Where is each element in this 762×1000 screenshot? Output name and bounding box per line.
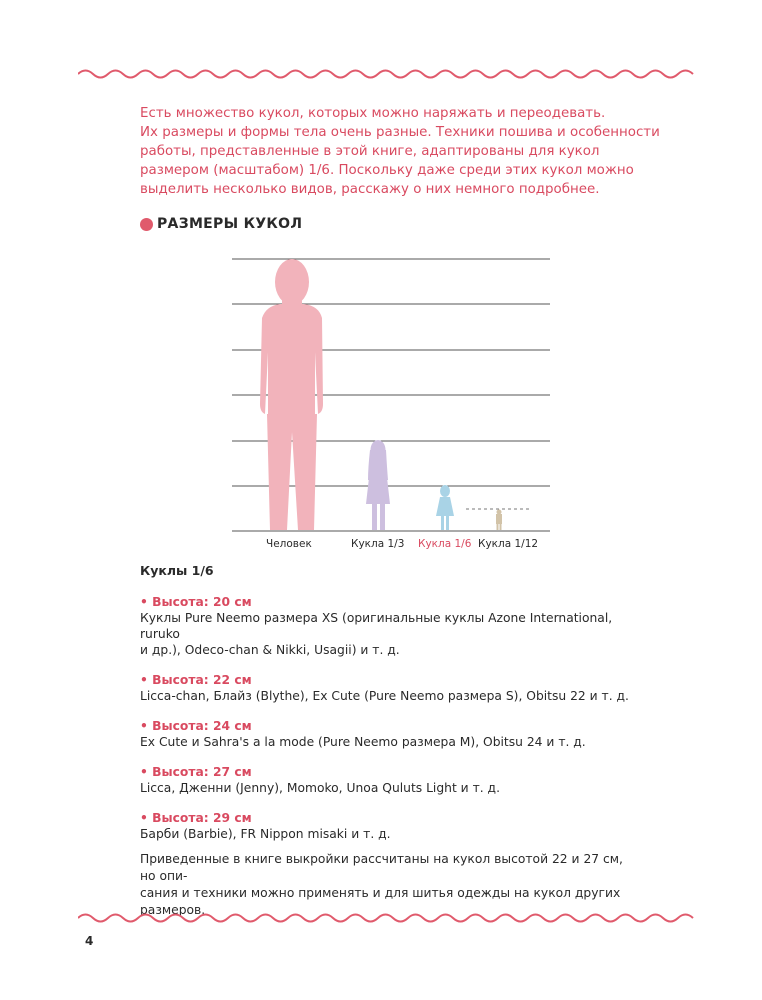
- intro-line: работы, представленные в этой книге, адаптированы для кукол: [140, 144, 600, 159]
- doll-1-3-silhouette-icon: [366, 440, 390, 530]
- decorative-wave-top: [78, 66, 698, 82]
- height-text: Licca-chan, Блайз (Blythe), Ex Cute (Pure Neemo размера S), Obitsu 22 и т. д.: [140, 689, 629, 703]
- caption-doll-1-12: Кукла 1/12: [478, 538, 539, 550]
- intro-line: размером (масштабом) 1/6. Поскольку даже среди этих кукол можно: [140, 163, 634, 178]
- intro-line: выделить несколько видов, расскажу о них немного подробнее.: [140, 182, 600, 197]
- height-list: [140, 594, 640, 856]
- height-text: Ex Cute и Sahra's a la mode (Pure Neemo размера M), Obitsu 24 и т. д.: [140, 735, 586, 749]
- height-heading: • Высота: 20 см: [140, 595, 252, 609]
- intro-paragraph: [140, 104, 660, 199]
- size-comparison-figure: [230, 254, 560, 534]
- intro-line: Есть множество кукол, которых можно наряжать и переодевать.: [140, 106, 606, 121]
- intro-line: Их размеры и формы тела очень разные. Техники пошива и особенности: [140, 125, 660, 140]
- height-heading: • Высота: 29 см: [140, 811, 252, 825]
- note-line: сания и техники можно применять и для шитья одежды на кукол других размеров.: [140, 886, 621, 917]
- height-heading: • Высота: 24 см: [140, 719, 252, 733]
- height-heading: • Высота: 22 см: [140, 673, 252, 687]
- human-silhouette-icon: [260, 259, 323, 530]
- list-item: [140, 810, 640, 842]
- caption-doll-1-3: Кукла 1/3: [351, 538, 405, 550]
- list-item: [140, 594, 640, 658]
- doll-1-12-silhouette-icon: [496, 510, 502, 531]
- sub-heading: Куклы 1/6: [140, 563, 214, 578]
- height-text: и др.), Odeco-chan & Nikki, Usagii) и т. д.: [140, 643, 400, 657]
- height-text: Licca, Дженни (Jenny), Momoko, Unoa Quluts Light и т. д.: [140, 781, 500, 795]
- bullet-dot-icon: [140, 218, 153, 231]
- list-item: [140, 764, 640, 796]
- doll-1-6-silhouette-icon: [436, 485, 454, 530]
- caption-doll-1-6: Кукла 1/6: [418, 538, 472, 550]
- section-title: [140, 216, 302, 232]
- caption-human: Человек: [266, 538, 312, 550]
- height-text: Куклы Pure Neemo размера XS (оригинальные куклы Azone International, ruruko: [140, 611, 613, 641]
- height-heading: • Высота: 27 см: [140, 765, 252, 779]
- closing-note: [140, 851, 640, 919]
- list-item: [140, 672, 640, 704]
- note-line: Приведенные в книге выкройки рассчитаны на кукол высотой 22 и 27 см, но опи-: [140, 852, 623, 883]
- list-item: [140, 718, 640, 750]
- section-title-text: РАЗМЕРЫ КУКОЛ: [157, 216, 303, 232]
- decorative-wave-bottom: [78, 910, 698, 926]
- height-text: Барби (Barbie), FR Nippon misaki и т. д.: [140, 827, 391, 841]
- page-number: 4: [85, 934, 94, 948]
